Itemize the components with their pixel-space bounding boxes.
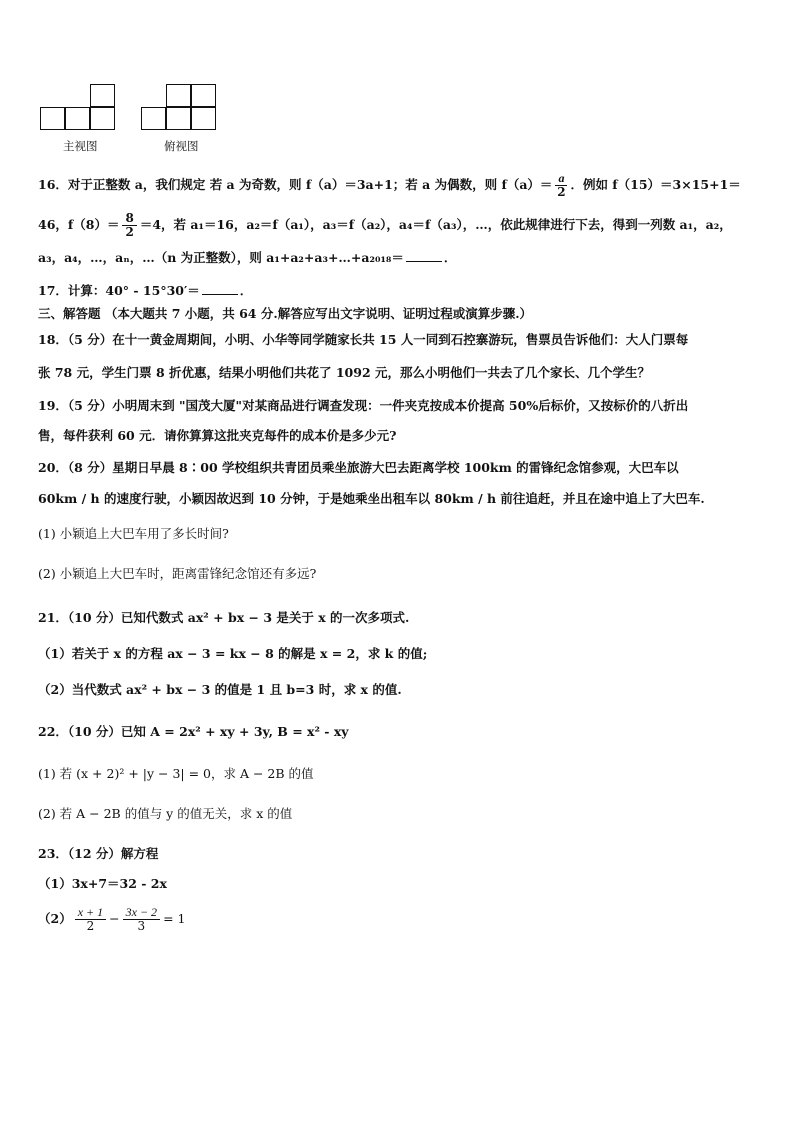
q23-part2 <box>38 906 185 933</box>
q23-rhs: = 1 <box>163 911 186 926</box>
q17-answer-blank[interactable] <box>202 284 238 295</box>
q22-line1: 22．（10 分）已知 A = 2x² + xy + 3y, B = x² - xy <box>38 724 349 739</box>
q20-part2: (2) 小颖追上大巴车时，距离雷锋纪念馆还有多远? <box>38 566 317 581</box>
q17-line <box>38 283 252 299</box>
front-view-caption: 主视图 <box>63 139 98 153</box>
q16-line3 <box>38 250 456 266</box>
q16-text-b: ．例如 f（15）＝3×15+1＝ <box>570 177 741 192</box>
q22-part1: (1) 若 (x + 2)² + |y − 3| = 0，求 A − 2B 的值 <box>38 766 314 781</box>
q19-line1: 19．（5 分）小明周末到 "国茂大厦"对某商品进行调查发现：一件夹克按成本价提高 50%后标价，又按标价的八折出 <box>38 398 689 413</box>
q18-line1: 18．（5 分）在十一黄金周期间，小明、小华等同学随家长共 15 人一同到石控寨游玩，售票员告诉他们：大人门票每 <box>38 332 689 347</box>
q16-text-d: ＝4，若 a₁＝16，a₂＝f（a₁），a₃＝f（a₂），a₄＝f（a₃），…，依此规律进行下去，得到一列数 a₁，a₂， <box>139 217 732 232</box>
q23-fraction-1: $\frac{x + 1}{2}$ <box>75 906 106 933</box>
q16-line1 <box>38 172 741 199</box>
q23-minus: − <box>109 911 120 926</box>
q20-part1: (1) 小颖追上大巴车用了多长时间? <box>38 526 229 541</box>
front-view-figure <box>40 84 120 134</box>
q21-part2: （2）当代数式 ax² + bx − 3 的值是 1 且 b=3 时，求 x 的值. <box>38 682 402 697</box>
q20-line2: 60km / h 的速度行驶，小颖因故迟到 10 分钟，于是她乘坐出租车以 80km / h 前往追赶，并且在途中追上了大巴车. <box>38 491 705 506</box>
q16-text-e: a₃，a₄，…，aₙ，…（n 为正整数），则 a₁+a₂+a₃+…+a₂₀₁₈＝ <box>38 250 404 265</box>
q17-text: 17．计算：40° - 15°30′＝ <box>38 283 200 298</box>
q22-part2: (2) 若 A − 2B 的值与 y 的值无关，求 x 的值 <box>38 806 293 821</box>
q16-line2 <box>38 212 732 239</box>
q16-text-c: 46，f（8）＝ <box>38 217 120 232</box>
q16-text-a: 16．对于正整数 a，我们规定 若 a 为奇数，则 f（a）＝3a+1；若 a 为偶数，则 f（a）＝ <box>38 177 553 192</box>
q23-line1: 23．（12 分）解方程 <box>38 846 159 861</box>
q18-line2: 张 78 元，学生门票 8 折优惠，结果小明他们共花了 1092 元，那么小明他们一共去了几个家长、几个学生？ <box>38 365 650 380</box>
q16-fraction-a-over-2: $\frac{a}{2}$ <box>557 171 566 199</box>
q17-period: ． <box>239 283 253 298</box>
q19-line2: 售，每件获利 60 元．请你算算这批夹克每件的成本价是多少元? <box>38 428 397 443</box>
top-view-caption: 俯视图 <box>164 139 199 153</box>
section3-heading: 三、解答题 （本大题共 7 小题，共 64 分.解答应写出文字说明、证明过程或演算步骤.） <box>38 306 533 321</box>
q23-part1: （1）3x+7＝32 - 2x <box>38 876 167 891</box>
q16-answer-blank[interactable] <box>406 251 442 262</box>
q21-line1: 21．（10 分）已知代数式 ax² + bx − 3 是关于 x 的一次多项式. <box>38 610 410 625</box>
q21-part1: （1）若关于 x 的方程 ax − 3 = kx − 8 的解是 x = 2，求 k 的值; <box>38 646 428 661</box>
q16-fraction-8-over-2: $\frac{8}{2}$ <box>122 212 136 239</box>
q20-line1: 20．（8 分）星期日早晨 8∶00 学校组织共青团员乘坐旅游大巴去距离学校 100km 的雷锋纪念馆参观，大巴车以 <box>38 460 679 475</box>
q16-period: ． <box>443 250 457 265</box>
q23-fraction-2: $\frac{3x - 2}{3}$ <box>123 906 160 933</box>
q23-part2-label: （2） <box>38 911 72 926</box>
top-view-figure <box>141 84 221 134</box>
